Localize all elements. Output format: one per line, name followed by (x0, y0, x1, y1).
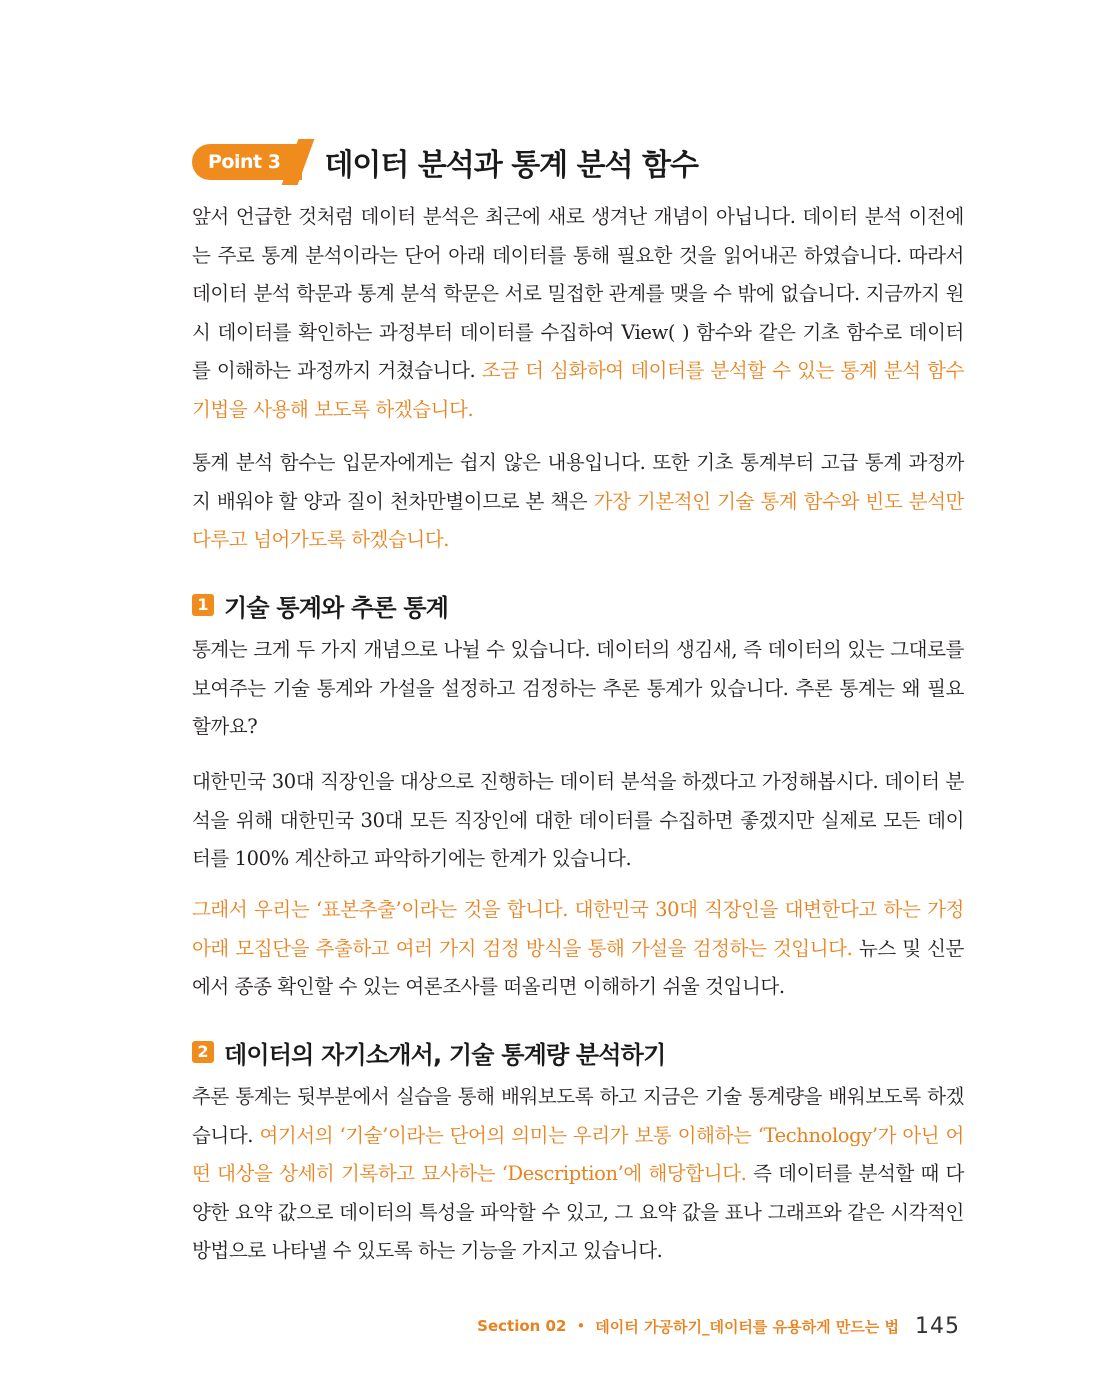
intro-p2-text: 통계 분석 함수는 입문자에게는 쉽지 않은 내용입니다. 또한 기초 통계부터 고급 통계 과정까지 배워야 할 양과 질이 천차만별이므로 본 책은 (192, 451, 964, 513)
section-1-paragraph-1: 통계는 크게 두 가지 개념으로 나뉠 수 있습니다. 데이터의 생김새, 즉 데이터의 있는 그대로를 보여주는 기술 통계와 가설을 설정하고 검정하는 추론 통계가 있습니다. 추론 통계는 왜 필요할까요? (192, 638, 964, 739)
section-1-paragraph-2: 대한민국 30대 직장인을 대상으로 진행하는 데이터 분석을 하겠다고 가정해봅시다. 데이터 분석을 위해 대한민국 30대 모든 직장인에 대한 데이터를 수집하면 좋겠지만 실제로 모든 데이터를 100% 계산하고 파악하기에는 한계가 있습니다. (192, 770, 964, 871)
footer-chapter-title: 데이터 가공하기_데이터를 유용하게 만드는 법 (595, 1317, 899, 1336)
section-2-number: 2 (192, 1041, 214, 1063)
intro-paragraph-1 (192, 198, 964, 430)
section-1-title: 기술 통계와 추론 통계 (224, 593, 449, 622)
section-1-number: 1 (192, 594, 214, 616)
footer-bullet: • (576, 1317, 586, 1335)
section-1-p3-highlight: 그래서 우리는 ‘표본추출’이라는 것을 합니다. 대한민국 30대 직장인을 대변한다고 하는 가정 아래 모집단을 추출하고 여러 가지 검정 방식을 통해 가설을 검정하는 것입니다. (192, 898, 964, 960)
intro-p1-highlight: 조금 더 심화하여 데이터를 분석할 수 있는 통계 분석 함수 기법을 사용해 보도록 하겠습니다. (192, 359, 964, 421)
section-2-title: 데이터의 자기소개서, 기술 통계량 분석하기 (224, 1040, 666, 1069)
section-1-p3-text: 뉴스 및 신문에서 종종 확인할 수 있는 여론조사를 떠올리면 이해하기 쉬울 것입니다. (192, 936, 964, 999)
section-2-heading (192, 1037, 665, 1067)
intro-paragraph-2 (192, 444, 964, 560)
page-footer (477, 1311, 960, 1341)
section-2-p1-highlight: 여기서의 ‘기술’이라는 단어의 의미는 우리가 보통 이해하는 ‘Technology’가 아닌 어떤 대상을 상세히 기록하고 묘사하는 ‘Description’에 해당합니다. (192, 1123, 964, 1186)
section-1-heading (192, 590, 448, 620)
section-2-p1-text-b: 즉 데이터를 분석할 때 다양한 요약 값으로 데이터의 특성을 파악할 수 있고, 그 요약 값을 표나 그래프와 같은 시각적인 방법으로 나타낼 수 있도록 하는 기능을 가지고 있습니다. (192, 1162, 964, 1263)
footer-section-label: Section 02 (477, 1317, 567, 1335)
point-heading (192, 140, 698, 184)
section-1-paragraph-3 (192, 891, 964, 1007)
section-2-p1-text-a: 추론 통계는 뒷부분에서 실습을 통해 배워보도록 하고 지금은 기술 통계량을 배워보도록 하겠습니다. (192, 1085, 964, 1147)
point-badge: Point 3 (192, 144, 302, 180)
point-title: 데이터 분석과 통계 분석 함수 (324, 148, 698, 183)
intro-p1-text: 앞서 언급한 것처럼 데이터 분석은 최근에 새로 생겨난 개념이 아닙니다. 데이터 분석 이전에는 주로 통계 분석이라는 단어 아래 데이터를 통해 필요한 것을 읽어내곤 하였습니다. 따라서 데이터 분석 학문과 통계 분석 학문은 서로 밀접한 관계를 맺을 수 밖에 없습니다. 지금까지 원시 데이터를 확인하는 과정부터 데이터를 수집하여 View( ) 함수와 같은 기초 함수로 데이터를 이해하는 과정까지 거쳤습니다. (192, 205, 964, 383)
section-2-paragraph-1 (192, 1078, 964, 1271)
page-number: 145 (915, 1313, 960, 1339)
intro-p2-highlight: 가장 기본적인 기술 통계 함수와 빈도 분석만 다루고 넘어가도록 하겠습니다. (192, 489, 964, 552)
